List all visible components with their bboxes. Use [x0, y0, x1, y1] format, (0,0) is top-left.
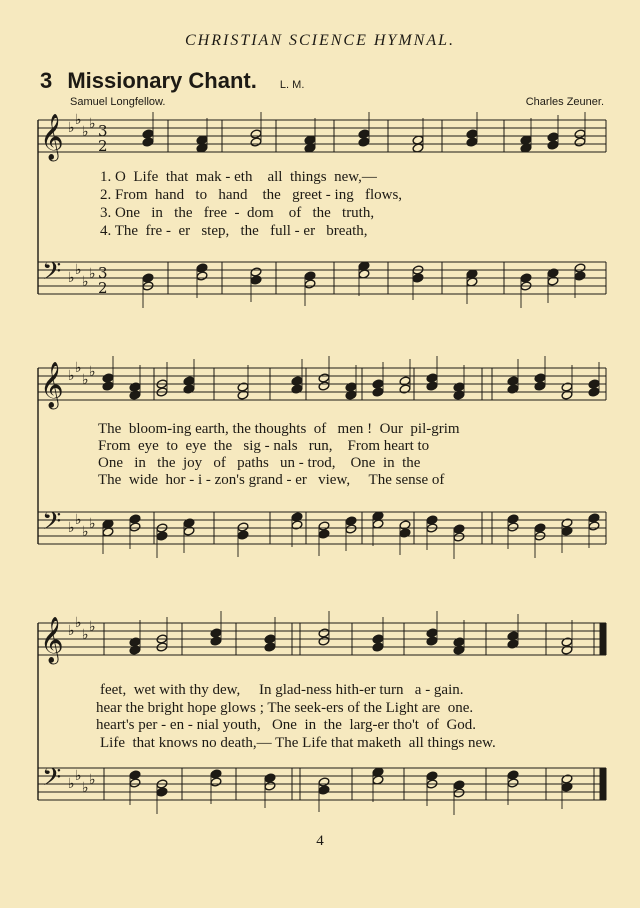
note-head — [250, 129, 262, 139]
note-head — [129, 382, 141, 392]
note-head — [412, 273, 424, 283]
note-head — [561, 645, 573, 655]
note-head — [129, 778, 141, 788]
note-head — [304, 279, 316, 289]
note-head — [547, 268, 559, 278]
note-head — [210, 769, 222, 779]
note-head — [574, 263, 586, 273]
note-head — [291, 520, 303, 530]
flat-icon: ♭ — [75, 360, 82, 376]
note-head — [426, 515, 438, 525]
note-head — [453, 645, 465, 655]
note-head — [183, 518, 195, 528]
flat-icon: ♭ — [75, 262, 82, 278]
note-head — [210, 636, 222, 646]
note-head — [318, 529, 330, 539]
flat-icon: ♭ — [89, 619, 96, 635]
note-head — [304, 271, 316, 281]
note-head — [534, 523, 546, 533]
flat-icon: ♭ — [68, 270, 75, 286]
flat-icon: ♭ — [68, 623, 75, 639]
note-head — [183, 526, 195, 536]
treble-clef-icon: 𝄞 — [40, 114, 64, 160]
flat-icon: ♭ — [89, 772, 96, 788]
note-head — [156, 787, 168, 797]
note-head — [453, 390, 465, 400]
author-credit: Samuel Longfellow. — [70, 96, 166, 108]
note-head — [372, 642, 384, 652]
note-head — [561, 637, 573, 647]
note-head — [264, 642, 276, 652]
flat-icon: ♭ — [68, 776, 75, 792]
note-head — [399, 520, 411, 530]
note-head — [237, 390, 249, 400]
note-head — [399, 528, 411, 538]
flat-icon: ♭ — [82, 372, 89, 388]
bass-clef-icon: 𝄢 — [42, 257, 62, 292]
note-head — [466, 137, 478, 147]
lyric-line-s1-v2: 2. From hand to hand the greet - ing flows, — [100, 187, 403, 203]
hymn-number: 3 — [40, 68, 53, 93]
note-head — [426, 628, 438, 638]
note-head — [534, 381, 546, 391]
flat-icon: ♭ — [75, 112, 82, 128]
note-head — [358, 129, 370, 139]
note-head — [588, 379, 600, 389]
note-head — [453, 788, 465, 798]
note-head — [561, 774, 573, 784]
note-head — [318, 636, 330, 646]
note-head — [507, 376, 519, 386]
note-head — [345, 382, 357, 392]
note-head — [237, 530, 249, 540]
lyric-line-s3-v2: hear the bright hope glows ; The seek-ers of the Light are one. — [96, 700, 474, 716]
note-head — [561, 390, 573, 400]
flat-icon: ♭ — [89, 116, 96, 132]
flat-icon: ♭ — [68, 120, 75, 136]
note-head — [318, 373, 330, 383]
note-head — [142, 137, 154, 147]
note-head — [507, 522, 519, 532]
lyric-line-s2-v2: From eye to eye the sig - nals run, From heart to — [98, 438, 430, 454]
note-head — [507, 514, 519, 524]
flat-icon: ♭ — [82, 780, 89, 796]
note-head — [318, 628, 330, 638]
note-head — [358, 137, 370, 147]
flat-icon: ♭ — [82, 274, 89, 290]
time-signature: 3 — [98, 122, 108, 140]
note-head — [102, 373, 114, 383]
note-head — [453, 532, 465, 542]
note-head — [372, 634, 384, 644]
note-head — [196, 263, 208, 273]
note-head — [291, 376, 303, 386]
composer-credit: Charles Zeuner. — [525, 96, 604, 108]
note-head — [588, 521, 600, 531]
flat-icon: ♭ — [82, 524, 89, 540]
lyric-line-s2-v4: The wide hor - i - zon's grand - er view, The sense of — [98, 472, 445, 488]
note-head — [561, 782, 573, 792]
note-head — [466, 129, 478, 139]
note-head — [507, 770, 519, 780]
note-head — [426, 381, 438, 391]
note-head — [318, 777, 330, 787]
note-head — [574, 129, 586, 139]
note-head — [426, 636, 438, 646]
note-head — [129, 514, 141, 524]
note-head — [250, 275, 262, 285]
note-head — [156, 531, 168, 541]
flat-icon: ♭ — [89, 516, 96, 532]
lyric-line-s1-v1: 1. O Life that mak - eth all things new,— — [100, 169, 377, 185]
note-head — [102, 381, 114, 391]
lyric-line-s3-v3: heart's per - en - nial youth, One in the larg-er tho't of God. — [96, 717, 477, 733]
note-head — [210, 777, 222, 787]
hymn-meter: L. M. — [279, 79, 305, 91]
flat-icon: ♭ — [68, 368, 75, 384]
note-head — [196, 271, 208, 281]
note-head — [507, 631, 519, 641]
note-head — [264, 781, 276, 791]
time-signature: 3 — [98, 264, 108, 282]
note-head — [547, 132, 559, 142]
lyric-line-s2-v1: The bloom-ing earth, the thoughts of men ! Our pil-grim — [98, 421, 460, 437]
note-head — [129, 637, 141, 647]
note-head — [345, 390, 357, 400]
note-head — [129, 770, 141, 780]
flat-icon: ♭ — [89, 364, 96, 380]
note-head — [210, 628, 222, 638]
running-head: CHRISTIAN SCIENCE HYMNAL. — [184, 32, 455, 49]
hymn-title: Missionary Chant. — [67, 68, 257, 93]
note-head — [345, 524, 357, 534]
note-head — [547, 276, 559, 286]
note-head — [250, 267, 262, 277]
note-head — [399, 384, 411, 394]
note-head — [372, 379, 384, 389]
time-signature: 2 — [98, 137, 108, 155]
lyric-line-s1-v4: 4. The fre - er step, the full - er breath, — [100, 223, 368, 239]
flat-icon: ♭ — [75, 512, 82, 528]
lyric-line-s2-v3: One in the joy of paths un - trod, One in the — [98, 455, 421, 471]
note-head — [520, 273, 532, 283]
note-head — [291, 512, 303, 522]
note-head — [142, 273, 154, 283]
note-head — [142, 129, 154, 139]
note-head — [318, 521, 330, 531]
note-head — [588, 513, 600, 523]
note-head — [561, 526, 573, 536]
final-bar — [600, 768, 605, 800]
note-head — [426, 373, 438, 383]
note-head — [453, 780, 465, 790]
note-head — [345, 516, 357, 526]
note-head — [453, 382, 465, 392]
note-head — [547, 140, 559, 150]
note-head — [561, 518, 573, 528]
flat-icon: ♭ — [82, 627, 89, 643]
final-bar — [600, 623, 605, 655]
lyric-line-s3-v4: Life that knows no death,— The Life that maketh all things new. — [100, 735, 496, 751]
flat-icon: ♭ — [82, 124, 89, 140]
note-head — [318, 381, 330, 391]
note-head — [264, 773, 276, 783]
treble-clef-icon: 𝄞 — [40, 617, 64, 663]
note-head — [561, 382, 573, 392]
note-head — [399, 376, 411, 386]
note-head — [129, 522, 141, 532]
note-head — [588, 387, 600, 397]
lyric-line-s3-v1: feet, wet with thy dew, In glad-ness hith-er turn a - gain. — [100, 682, 464, 698]
note-head — [574, 271, 586, 281]
note-head — [264, 634, 276, 644]
note-head — [183, 384, 195, 394]
note-head — [183, 376, 195, 386]
time-signature: 2 — [98, 279, 108, 297]
bass-clef-icon: 𝄢 — [42, 763, 62, 798]
note-head — [534, 373, 546, 383]
note-head — [129, 645, 141, 655]
treble-clef-icon: 𝄞 — [40, 362, 64, 408]
note-head — [426, 771, 438, 781]
note-head — [507, 384, 519, 394]
flat-icon: ♭ — [75, 768, 82, 784]
note-head — [318, 785, 330, 795]
bass-clef-icon: 𝄢 — [42, 507, 62, 542]
note-head — [453, 524, 465, 534]
note-head — [574, 137, 586, 147]
page-number: 4 — [316, 833, 324, 849]
flat-icon: ♭ — [68, 520, 75, 536]
flat-icon: ♭ — [75, 615, 82, 631]
note-head — [237, 522, 249, 532]
note-head — [507, 778, 519, 788]
note-head — [237, 382, 249, 392]
note-head — [507, 639, 519, 649]
flat-icon: ♭ — [89, 266, 96, 282]
note-head — [250, 137, 262, 147]
note-head — [291, 384, 303, 394]
note-head — [453, 637, 465, 647]
lyric-line-s1-v3: 3. One in the free - dom of the truth, — [100, 205, 375, 221]
note-head — [372, 387, 384, 397]
note-head — [129, 390, 141, 400]
